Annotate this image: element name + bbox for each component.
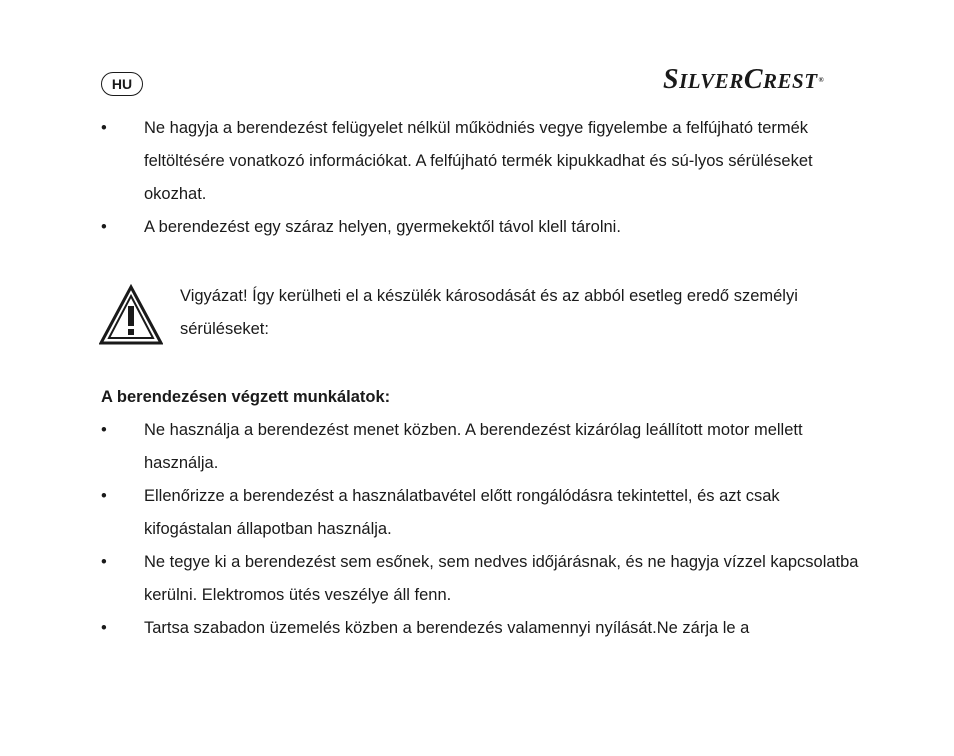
work-list [101,414,861,645]
bullet: • [101,119,107,137]
logo-letter-c: C [743,64,764,95]
list-item-text: Ne hagyja a berendezést felügyelet nélkül működniés vegye figyelembe a felfújható termék feltöltésére vonatkozó információkat. A felfújható termék kipukkadhat és sú-lyos sérüléseket okozhat. [144,119,813,203]
list-item [101,211,861,244]
list-item-text: Ne tegye ki a berendezést sem esőnek, sem nedves időjárásnak, és ne hagyja vízzel kapcsolatba kerülni. Elektromos ütés veszélye áll fenn. [144,553,859,604]
list-item [101,612,861,645]
warning-triangle-icon [99,284,163,346]
bullet: • [101,421,107,439]
list-item [101,480,861,546]
bullet: • [101,619,107,637]
list-item-text: Ellenőrizze a berendezést a használatbavétel előtt rongálódásra tekintettel, és azt csak kifogástalan állapotban használja. [144,487,780,538]
list-item-text: A berendezést egy száraz helyen, gyermekektől távol klell tárolni. [144,218,621,236]
logo-text-rest: REST [763,69,818,93]
safety-list [101,112,861,244]
bullet: • [101,553,107,571]
logo-text-ilver: ILVER [679,69,744,93]
brand-logo [663,64,824,96]
list-item-text: Ne használja a berendezést menet közben. A berendezést kizárólag leállított motor mellett használja. [144,421,803,472]
bullet: • [101,487,107,505]
bullet: • [101,218,107,236]
section-heading: A berendezésen végzett munkálatok: [101,388,391,406]
registered-mark: ® [818,75,825,84]
list-item [101,112,861,211]
list-item [101,546,861,612]
logo-letter-s: S [663,64,680,95]
language-badge: HU [101,72,143,96]
warning-text: Vigyázat! Így kerülheti el a készülék károsodását és az abból esetleg eredő személyi sérüléseket: [180,287,798,338]
list-item-text: Tartsa szabadon üzemelés közben a berendezés valamennyi nyílását.Ne zárja le a [144,619,750,637]
list-item [101,414,861,480]
